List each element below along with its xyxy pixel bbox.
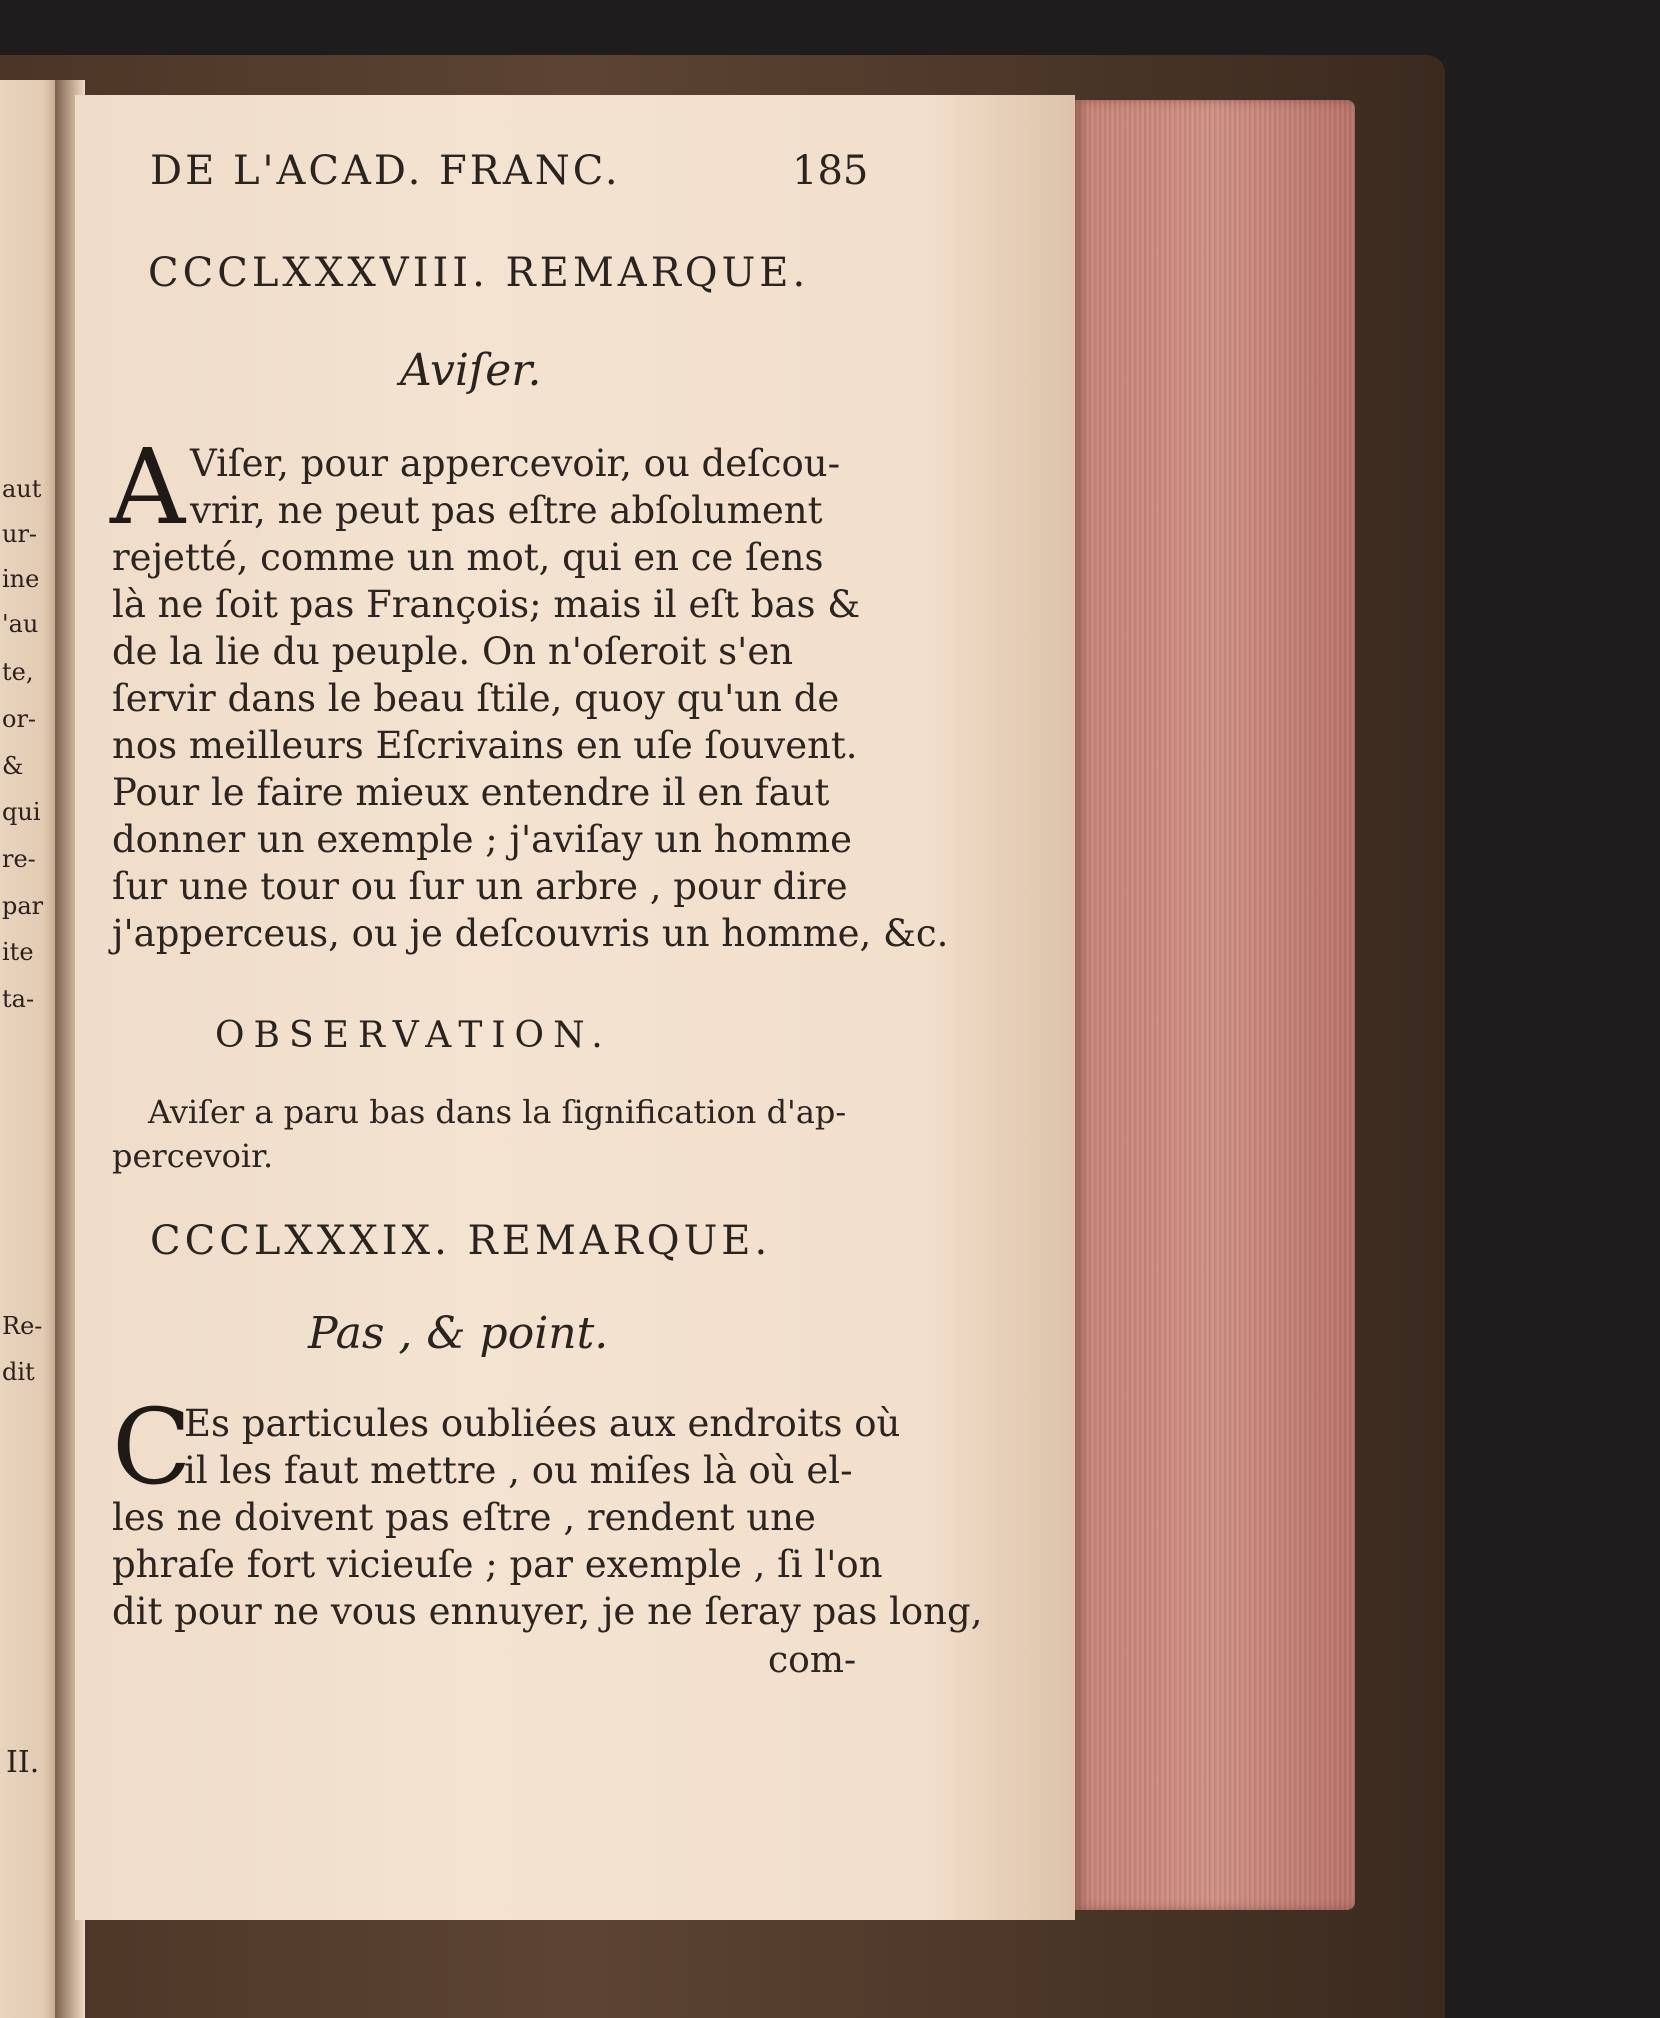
left-fragment: re- [2,845,36,873]
text-line: rejetté, comme un mot, qui en ce ſens [112,536,824,579]
left-fragment: dit [2,1358,35,1386]
text-line: de la lie du peuple. On n'oſeroit s'en [112,630,794,673]
page-block-edge [1075,100,1355,1910]
text-line: là ne ſoit pas François; mais il eſt bas & [112,583,861,626]
text-line: Pour le faire mieux entendre il en faut [112,771,830,814]
text-line: vrir, ne peut pas eſtre abſolument [190,489,823,532]
observation-heading: OBSERVATION. [215,1015,612,1056]
left-fragment: te, [2,658,34,686]
text-line: percevoir. [112,1137,274,1175]
text-line: j'apperceus, ou je deſcouvris un homme, &c. [112,912,949,955]
left-fragment: ta- [2,985,35,1013]
left-fragment: 'au [2,610,39,638]
text-line: il les faut mettre , ou miſes là où el- [184,1449,853,1492]
text-line: les ne doivent pas eſtre , rendent une [112,1496,816,1539]
text-line: Aviſer a paru bas dans la ſignification d'ap- [148,1093,847,1131]
text-line: dit pour ne vous ennuyer, je ne ſeray pas long, [112,1590,983,1633]
text-line: phraſe fort vicieuſe ; par exemple , ſi l'on [112,1543,883,1586]
left-fragment: & [2,752,24,780]
left-fragment: or- [2,705,37,733]
dropcap-2: C [112,1386,192,1508]
remark-2-text [112,1400,983,1635]
text-line: Viſer, pour appercevoir, ou deſcou- [190,442,841,485]
text-line: Es particules oubliées aux endroits où [184,1402,901,1445]
text-line: ſur une tour ou ſur un arbre , pour dire [112,865,848,908]
running-head: DE L'ACAD. FRANC. [150,148,621,194]
remark-heading-2: CCCLXXXIX. REMARQUE. [150,1218,772,1264]
left-fragment: aut [2,475,42,503]
left-fragment: ur- [2,520,38,548]
left-page-mark: II. [6,1745,40,1780]
catchword: com- [768,1640,857,1681]
headword-1: Aviſer. [400,345,542,396]
left-fragment: Re- [2,1312,43,1340]
right-page [75,95,1075,1920]
text-line: ſervir dans le beau ſtile, quoy qu'un de [112,677,840,720]
observation-text [112,1090,872,1178]
remark-1-text [112,440,949,957]
text-line: nos meilleurs Eſcrivains en uſe ſouvent. [112,724,858,767]
left-fragment: qui [2,798,41,826]
remark-heading-1: CCCLXXXVIII. REMARQUE. [148,250,810,296]
left-fragment: ine [2,565,40,593]
dropcap-1: A [110,426,186,548]
text-line: donner un exemple ; j'aviſay un homme [112,818,852,861]
left-page-edge [0,80,62,2018]
left-fragment: par [2,892,44,920]
left-fragment: ite [2,938,34,966]
page-number: 185 [792,148,869,194]
headword-2: Pas , & point. [308,1308,609,1359]
